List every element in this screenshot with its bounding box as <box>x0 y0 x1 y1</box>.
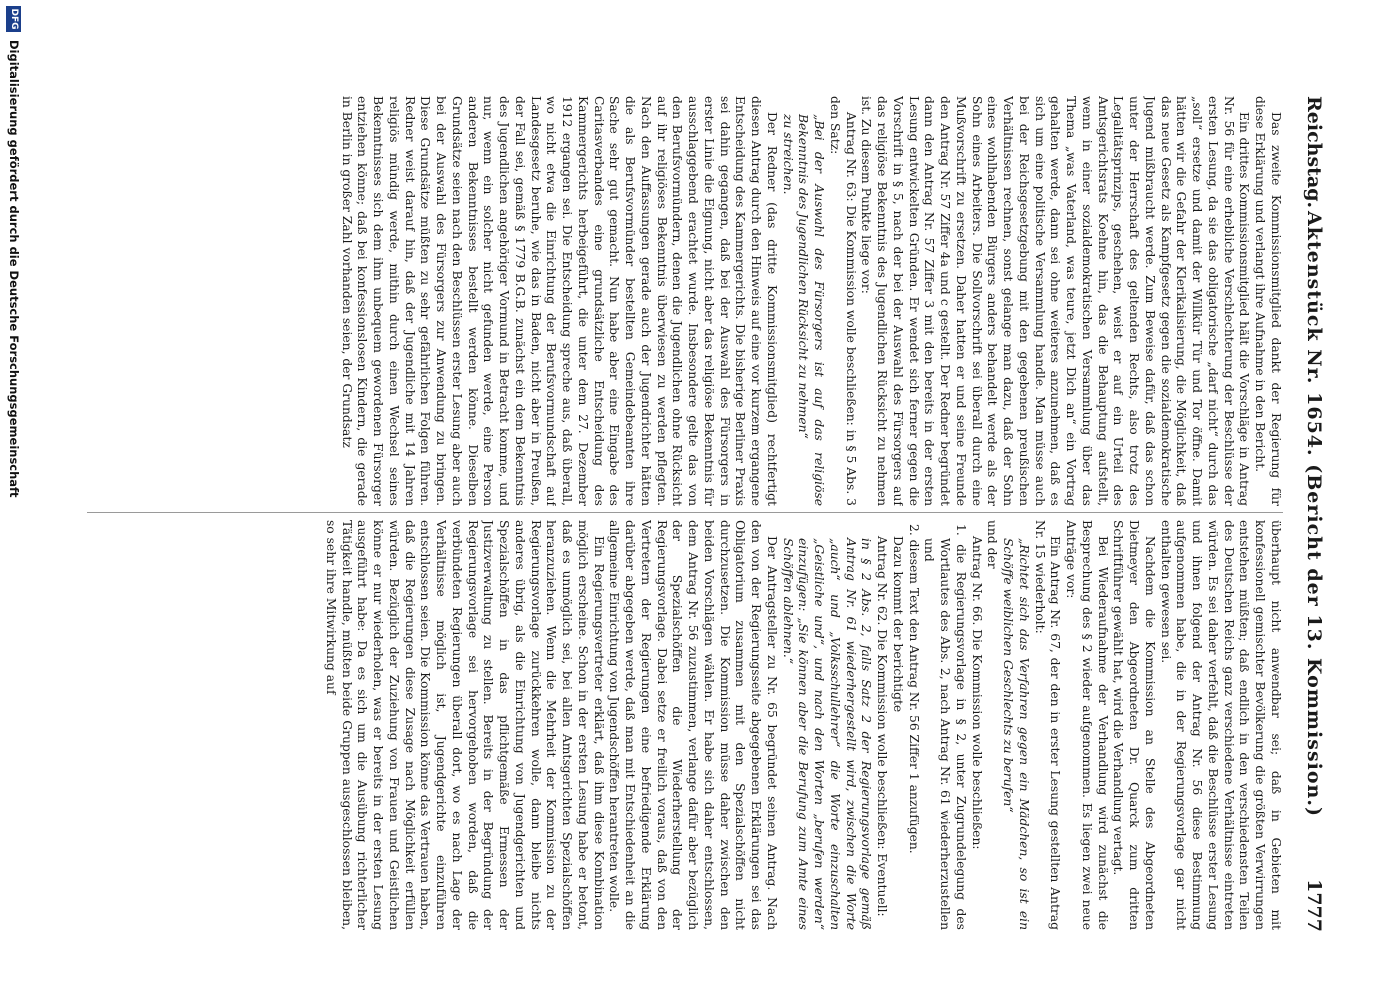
right-text-column <box>87 520 1283 930</box>
header-title: Aktenstück Nr. 1654. (Bericht der 13. Kommission.) <box>1303 211 1325 817</box>
paragraph: Der Redner (das dritte Kommissionsmitglied) rechtfertigt diesen Antrag durch den Hinweis auf eine vor kurzem ergangene Entscheidung des Kammergerichts. Die bisherige Berliner Praxis sei dahin gegangen, daß bei der Auswahl des Fürsorgers in erster Linie die Eignung, nicht aber das religiöse Bekenntnis für ausschlaggebend erachtet wurde. Insbesondere gelte das von den Berufsvormündern, denen die Jugendlichen ohne Rücksicht auf ihr religiöses Bekenntnis überwiesen zu werden pflegten. Nach den Auffassungen gerade auch der Jugendrichter hätten die als Berufsvormünder bestellten Gemeindebeamten ihre Sache sehr gut gemacht. Nun habe aber eine Eingabe des Caritasverbandes eine grundsätzliche Entscheidung des Kammergerichts herbeigeführt, die unter dem 27. Dezember 1912 ergangen sei. Die Entscheidung spreche aus, daß überall, wo nicht etwa die Einrichtung der Berufsvormundschaft auf Landesgesetz beruhe, wie das in Baden, nicht aber in Preußen, der Fall sei, gemäß § 1779 B.G.B. zunächst ein dem Bekenntnis des Jugendlichen angehöriger Vormund in Betracht komme, und nur, wenn ein solcher nicht gefunden werde, eine Person anderen Bekenntnisses bestellt werden könne. Dieselben Grundsätze seien nach den Beschlüssen erster Lesung aber auch bei der Auswahl des Fürsorgers zur Anwendung zu bringen. Diese Grundsätze müßten zu sehr gefährlichen Folgen führen. Redner weist darauf hin, daß der Jugendliche mit 14 Jahren religiös mündig werde, mithin durch einen Wechsel seines Bekenntnisses sich dem ihm unbequem gewordenen Fürsorger entziehen könne; daß bei konfessionslosen Kindern, die gerade in Berlin in großer Zahl vorhanden seien, der Grundsatz <box>339 96 779 506</box>
funding-notice: Digitalisierung gefördert durch die Deutsche Forschungsgemeinschaft <box>7 40 21 498</box>
paragraph: zu streichen. <box>780 114 795 195</box>
paragraph: „Bei der Auswahl des Fürsorgers ist auf das religiöse Bekenntnis des Jugendlichen Rücksicht zu nehmen“ <box>796 114 827 506</box>
paragraph: Antrag Nr. 66. Die Kommission wolle beschließen: <box>969 536 984 850</box>
paragraph: in § 2 Abs. 2, falls Satz 2 der Regierungsvorlage gemäß Antrag Nr. 61 wiederhergestellt wird, zwischen die Worte „auch“ und „Volksschullehrer“ die Worte einzuschalten „Geistliche und“, und nach den Worten „berufen werden“ einzufügen: „Sie können aber die Berufung zum Amte eines Schöffen ablehnen.“ <box>780 538 874 930</box>
paragraph: Das zweite Kommissionsmitglied dankt der Regierung für diese Erklärung und verlangt ihre Aufnahme in den Bericht. <box>1253 96 1283 506</box>
page-number: 1777 <box>1303 879 1325 932</box>
paragraph: überhaupt nicht anwendbar sei; daß in Gebieten mit konfessionell gemischter Bevölkerung die größten Verwirrungen entstehen müßten; daß endlich in den verschiedensten Teilen des Deutschen Reichs ganz verschiedene Verhältnisse eintreten würden. Es sei daher verfehlt, daß die Beschlüsse erster Lesung und ihnen folgend der Antrag Nr. 56 diese Bestimmung aufgenommen habe, die in der Regierungsvorlage gar nicht enthalten gewesen sei. <box>1158 520 1283 930</box>
paragraph: Nachdem die Kommission an Stelle des Abgeordneten Dietmeyer den Abgeordneten Dr. Quarck zum dritten Schriftführer gewählt hat, wird die Verhandlung vertagt. <box>1111 520 1157 930</box>
header-left: Reichstag. <box>1303 96 1325 209</box>
column-divider <box>87 512 1283 513</box>
paragraph: 1. die Regierungsvorlage in § 2, unter Zugrundelegung des Wortlautes des Abs. 2, nach Antrag Nr. 61 wiederherzustellen und <box>922 524 968 930</box>
left-text-column <box>87 96 1283 506</box>
paragraph: Ein Antrag Nr. 67, der den in erster Lesung gestellten Antrag Nr. 15 wiederholt: <box>1032 520 1063 930</box>
paragraph: Bei Wiederaufnahme der Verhandlung wird zunächst die Besprechung des § 2 wieder aufgenommen. Es liegen zwei neue Anträge vor: <box>1064 520 1110 930</box>
paragraph: Der Antragsteller zu Nr. 65 begründet seinen Antrag. Nach den von der Regierungsseite abgegebenen Erklärungen sei das Obligatorium zusammen mit den Spezialschöffen nicht durchzusetzen. Die Kommission müsse daher zwischen den beiden Vorschlägen wählen. Er habe sich daher entschlossen, dem Antrag Nr. 56 zuzustimmen, verlange dafür aber bezüglich der Spezialschöffen die Wiederherstellung der Regierungsvorlage. Dabei setze er freilich voraus, daß von den Vertretern der Regierungen eine befriedigende Erklärung darüber abgegeben werde, daß man mit Entschiedenheit an die allgemeine Einrichtung von Jugendschöffen herantreten wolle. <box>607 520 779 930</box>
paragraph: „Richtet sich das Verfahren gegen ein Mädchen, so ist ein Schöffe weiblichen Geschlechts zu berufen“ <box>1001 538 1031 930</box>
paragraph: Dazu kommt der berichtigte <box>891 536 905 713</box>
paragraph: 2. diesem Text den Antrag Nr. 56 Ziffer 1 anzufügen. <box>906 524 921 854</box>
paragraph: und der <box>985 520 1000 569</box>
digitization-footer <box>0 0 25 1000</box>
paragraph: Antrag Nr. 62. Die Kommission wolle beschließen: Eventuell: <box>875 536 890 917</box>
page-header <box>1293 96 1333 932</box>
paragraph: Antrag Nr. 63: Die Kommission wolle beschließen: in § 5 Abs. 3 den Satz: <box>828 96 858 506</box>
paragraph: Ein Regierungsvertreter erklärt, daß ihm diese Kombination möglich erscheine. Schon in der ersten Lesung habe er betont, daß es unmöglich sei, bei allen Amtsgerichten Spezialschöffen heranzuziehen. Wenn die Mehrheit der Kommission zu der Regierungsvorlage zurückkehren wolle, dann bleibe nichts anderes übrig, als die Einrichtung von Jugendgerichten und Spezialschöffen in das pflichtgemäße Ermessen der Justizverwaltung zu stellen. Bereits in der Begründung der Regierungsvorlage sei hervorgehoben worden, daß die verbündeten Regierungen überall dort, wo es nach Lage der Verhältnisse möglich ist, Jugendgerichte einzuführen entschlossen seien. Die Kommission könne das Vertrauen haben, daß die Regierungen diese Zusage nach Möglichkeit erfüllen würden. Bezüglich der Zuziehung von Frauen und Geistlichen könne er nur wiederholen, was er bereits in der ersten Lesung ausgeführt habe: Da es sich um die Ausübung richterlicher Tätigkeit handle, müßten beide Gruppen ausgeschlossen bleiben, so sehr ihre Mitwirkung auf <box>324 520 606 930</box>
paragraph: Ein drittes Kommissionsmitglied hält die Vorschläge in Antrag Nr. 56 für eine erhebliche Verschlechterung der Beschlüsse der ersten Lesung, da sie das obligatorische „darf nicht“ durch das „soll“ ersetze und damit der Willkür Tür und Tor öffne. Damit hätten wir die Gefahr der Klerikalisierung, die Möglichkeit, daß das neue Gesetz als Kampfgesetz gegen die sozialdemokratische Jugend mißbraucht werde. Zum Beweise dafür, daß das schon unter der Herrschaft des geltenden Rechts, also trotz des Legalitätsprinzips, geschehen, weist er auf ein Urteil des Amtsgerichtsrats Koehne hin, das die Behauptung aufstellt, wenn in einer sozialdemokratischen Versammlung über das Thema „was Vaterland, was teure, jetzt Dich an“ ein Vortrag gehalten werde, dann sei ohne weiteres anzunehmen, daß es sich um eine politische Versammlung handle. Man müsse auch bei der Reichsgesetzgebung mit den gegebenen preußischen Verhältnissen rechnen, sonst gelange man dazu, daß der Sohn eines wohlhabenden Bürgers anders behandelt werde als der Sohn eines Arbeiters. Die Sollvorschrift sei überall durch eine Mußvorschrift zu ersetzen. Daher hatten er und seine Freunde den Antrag Nr. 57 Ziffer 4a und c gestellt. Der Redner begründet dann den Antrag Nr. 57 Ziffer 3 mit den bereits in der ersten Lesung entwickelten Gründen. Er wendet sich ferner gegen die Vorschrift in § 5, nach der bei der Auswahl des Fürsorgers auf das religiöse Bekenntnis des Jugendlichen Rücksicht zu nehmen ist. Zu diesem Punkte liege vor: <box>859 96 1252 506</box>
dfg-logo-icon: DFG <box>6 6 21 32</box>
